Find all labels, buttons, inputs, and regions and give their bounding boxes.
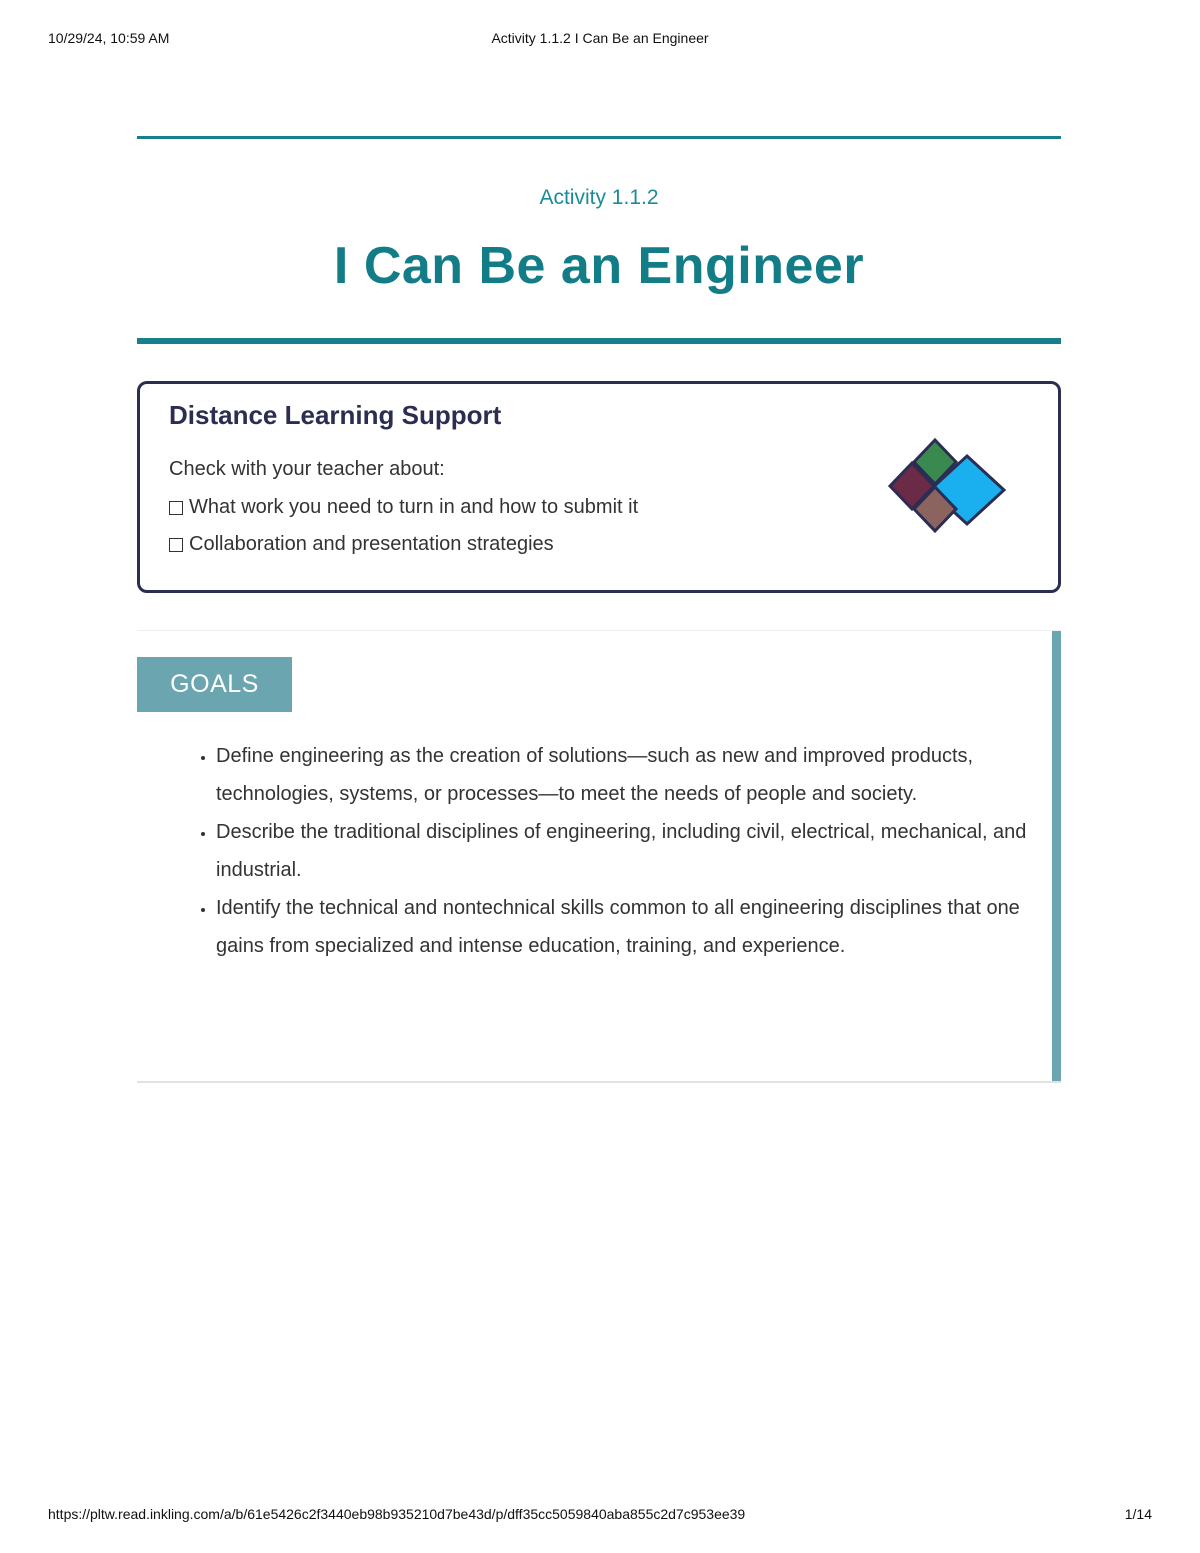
page-title: I Can Be an Engineer	[333, 237, 865, 295]
print-footer	[48, 1506, 1152, 1526]
print-doc-title: Activity 1.1.2 I Can Be an Engineer	[491, 30, 709, 46]
checklist-item-label: What work you need to turn in and how to submit it	[189, 496, 639, 518]
diamond-logo-icon	[884, 438, 1014, 540]
checkbox-icon[interactable]	[169, 501, 183, 515]
list-item: • Define engineering as the creation of solutions—such as new and improved products, technologies, systems, or processes—to meet the needs of people and society.	[216, 737, 1036, 813]
checkbox-icon[interactable]	[169, 538, 183, 552]
list-item: • Identify the technical and nontechnical skills common to all engineering disciplines that one gains from specialized and intense education, training, and experience.	[216, 889, 1036, 965]
list-item: • Describe the traditional disciplines of engineering, including civil, electrical, mechanical, and industrial.	[216, 813, 1036, 889]
print-url: https://pltw.read.inkling.com/a/b/61e5426c2f3440eb98b935210d7be43d/p/dff35cc5059840aba855c2d7c953ee39	[48, 1506, 746, 1522]
goals-accent-bar	[1052, 631, 1061, 1081]
distance-learning-intro: Check with your teacher about:	[169, 458, 445, 480]
checklist-item-label: Collaboration and presentation strategies	[189, 533, 554, 555]
distance-learning-title: Distance Learning Support	[169, 400, 502, 430]
goals-panel	[137, 630, 1061, 1083]
print-datetime: 10/29/24, 10:59 AM	[48, 30, 170, 46]
checklist-item	[169, 533, 554, 556]
goals-list	[192, 737, 1036, 965]
print-header	[48, 30, 1152, 50]
checklist-item	[169, 496, 638, 519]
header-rule-bottom	[137, 338, 1061, 344]
page-number: 1/14	[1124, 1506, 1152, 1522]
header-rule-top	[137, 136, 1061, 139]
distance-learning-box	[137, 381, 1061, 593]
goals-tag: GOALS	[137, 657, 292, 712]
activity-label: Activity 1.1.2	[539, 186, 659, 209]
